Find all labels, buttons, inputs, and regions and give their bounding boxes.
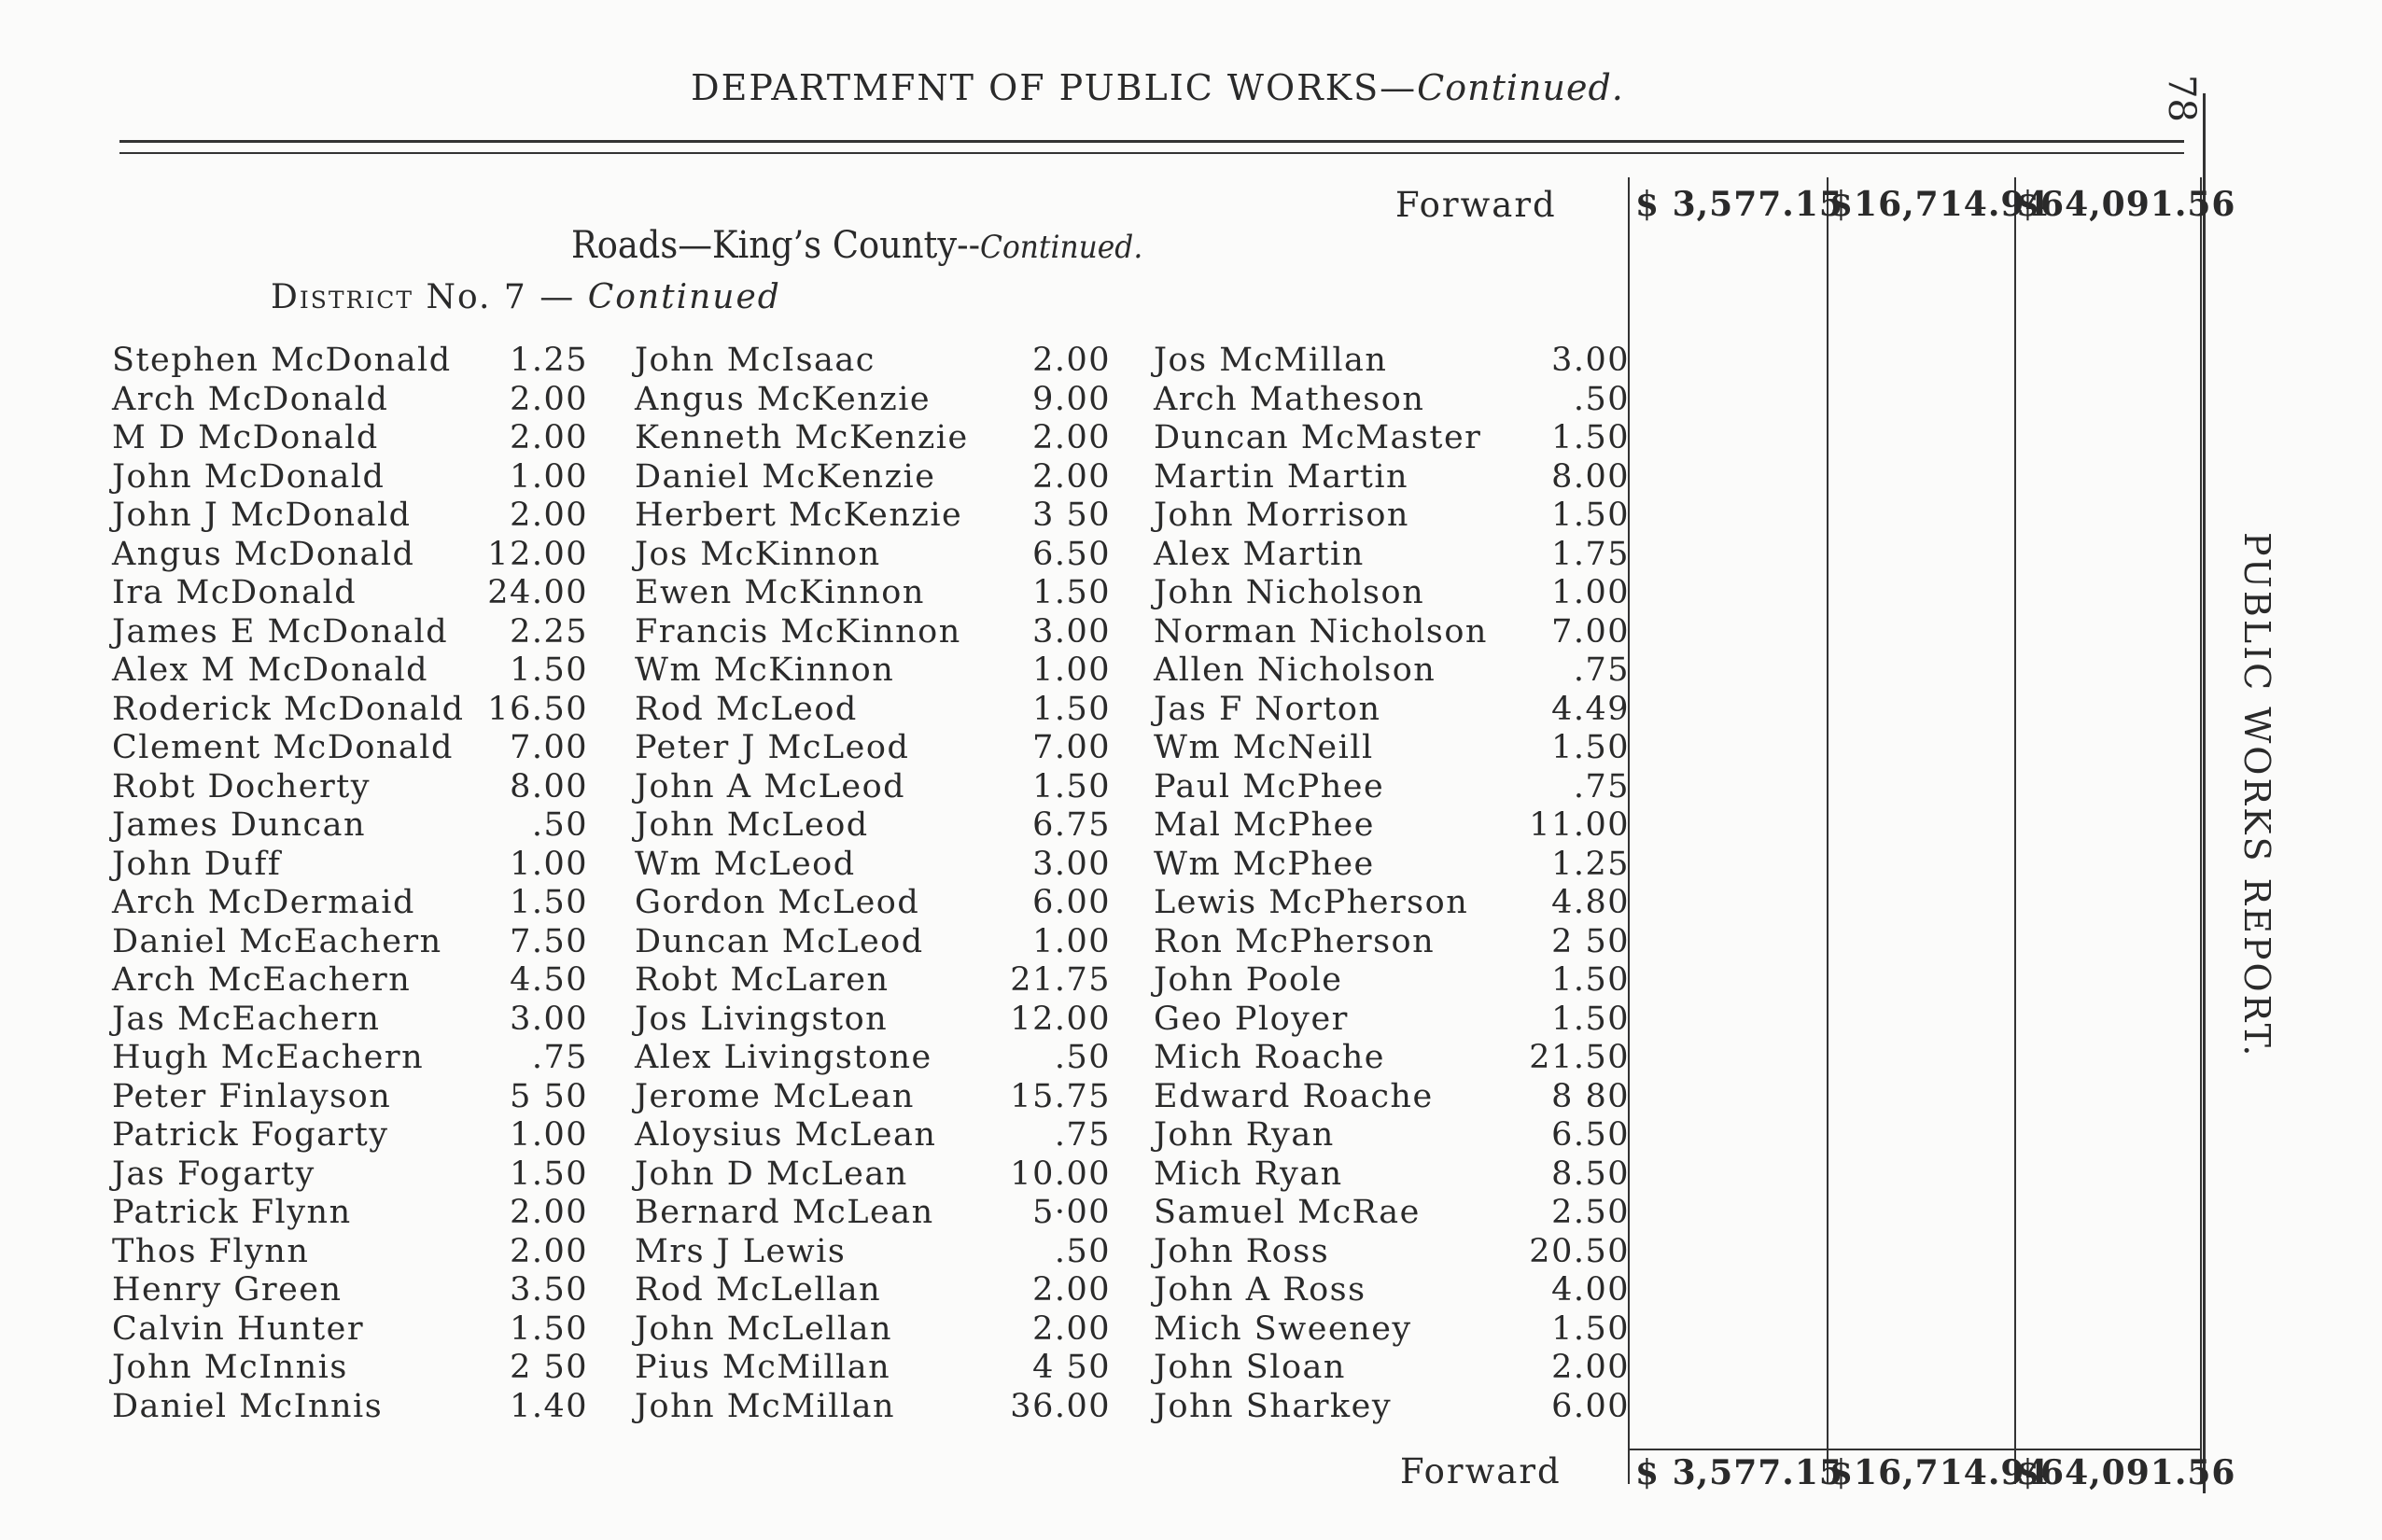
entry-name: Paul McPhee [1154, 767, 1385, 805]
page-number: 78 [2160, 75, 2203, 122]
entry-amount: 16.50 [487, 690, 588, 728]
forward-bottom-amount-3: $64,091.56 [2016, 1453, 2236, 1492]
entry-name: Alex M McDonald [112, 651, 429, 689]
entry-name: John McMillan [635, 1387, 896, 1425]
entry-row [1154, 651, 1630, 690]
entry-row [1154, 1233, 1630, 1271]
entry-name: John Sharkey [1154, 1387, 1393, 1425]
entry-amount: 7.00 [1032, 729, 1111, 766]
entry-amount: 12.00 [1010, 1000, 1111, 1038]
entry-row [1154, 536, 1630, 574]
entry-name: Duncan McMaster [1154, 419, 1482, 456]
entry-row [635, 1155, 1111, 1194]
entry-name: John Nicholson [1154, 574, 1425, 611]
running-head: DEPARTMFNT OF PUBLIC WORKS—Continued. [691, 67, 1624, 108]
entry-row [112, 1116, 588, 1155]
entry-amount: 2.00 [510, 1232, 588, 1270]
side-title: PUBLIC WORKS REPORT. [2236, 532, 2277, 1059]
entry-row [1154, 381, 1630, 419]
entry-name: Hugh McEachern [112, 1039, 425, 1076]
forward-top-label: Forward [1395, 185, 1557, 225]
entry-row [635, 846, 1111, 884]
entry-row [1154, 846, 1630, 884]
entry-row [1154, 342, 1630, 380]
entry-name: Wm McPhee [1154, 845, 1375, 883]
entry-row [635, 1039, 1111, 1077]
entry-name: John J McDonald [112, 497, 412, 534]
entry-row [635, 1271, 1111, 1309]
entry-amount: 8 80 [1551, 1077, 1630, 1115]
section-continued: Continued. [980, 229, 1143, 266]
entry-name: Jos McKinnon [635, 535, 881, 573]
forward-top-amount-2: $16,714.94 [1829, 185, 2050, 224]
entry-name: Pius McMillan [635, 1349, 891, 1386]
district-number: No. 7 [426, 278, 527, 316]
entry-amount: .50 [531, 806, 588, 844]
entry-name: Arch Matheson [1154, 380, 1425, 418]
entry-row [635, 497, 1111, 535]
entry-row [112, 961, 588, 1000]
entry-row [635, 458, 1111, 497]
entry-name: Patrick Flynn [112, 1194, 352, 1231]
entry-name: Allen Nicholson [1154, 651, 1436, 689]
money-column-rule-3 [2014, 177, 2016, 1484]
entry-name: Wm McLeod [635, 845, 856, 883]
entry-row [635, 342, 1111, 380]
entry-name: Clement McDonald [112, 729, 454, 766]
entry-amount: 7.00 [1551, 612, 1630, 651]
entry-row [635, 806, 1111, 845]
entry-amount: 1.00 [1032, 922, 1111, 960]
entry-row [1154, 1310, 1630, 1349]
running-head-continued: Continued. [1417, 67, 1624, 108]
entry-amount: 20.50 [1529, 1232, 1630, 1270]
entry-row [635, 1194, 1111, 1232]
entry-row [112, 806, 588, 845]
entry-row [112, 768, 588, 806]
forward-top-amount-1: $ 3,577.15 [1635, 185, 1843, 224]
entry-amount: 3.00 [1551, 342, 1630, 379]
entry-name: Rod McLellan [635, 1271, 882, 1309]
entry-amount: .75 [1054, 1116, 1111, 1154]
entry-name: John A Ross [1154, 1271, 1366, 1309]
entry-name: Jas F Norton [1154, 690, 1381, 728]
district-dash: — [526, 278, 588, 316]
entry-row [635, 1116, 1111, 1155]
entry-amount: 1.50 [1032, 574, 1111, 611]
entry-name: Edward Roache [1154, 1077, 1434, 1115]
entry-amount: 5·00 [1032, 1194, 1111, 1231]
entry-name: John Poole [1154, 961, 1343, 999]
entry-row [1154, 613, 1630, 651]
entry-row [635, 1388, 1111, 1426]
entry-name: Herbert McKenzie [635, 497, 963, 534]
entry-name: John Sloan [1154, 1349, 1346, 1386]
entry-row [112, 1039, 588, 1077]
entry-row [112, 1349, 588, 1387]
district-heading [271, 278, 781, 316]
entry-amount: 3.00 [510, 1000, 588, 1038]
entry-amount: 2.00 [1032, 457, 1111, 496]
entry-amount: 1.75 [1551, 535, 1630, 573]
entry-row [112, 1388, 588, 1426]
entry-name: Angus McDonald [112, 535, 415, 573]
entry-row [635, 536, 1111, 574]
entry-amount: 1.25 [510, 342, 588, 379]
entry-name: John McInnis [112, 1349, 348, 1386]
entry-name: Arch McEachern [112, 961, 412, 999]
section-title: Roads—King’s County-- [571, 224, 981, 267]
entry-row [112, 729, 588, 767]
entry-row [112, 613, 588, 651]
entry-amount: 2.00 [1032, 1271, 1111, 1309]
entry-name: Mrs J Lewis [635, 1232, 847, 1270]
entry-row [1154, 729, 1630, 767]
entry-name: Peter J McLeod [635, 729, 910, 766]
entry-amount: 1.00 [1032, 651, 1111, 689]
entry-name: M D McDonald [112, 419, 379, 456]
entry-amount: 1.50 [510, 1155, 588, 1193]
entry-amount: 4.50 [510, 961, 588, 999]
entry-amount: 6.50 [1032, 535, 1111, 573]
entry-row [1154, 961, 1630, 1000]
entry-amount: 2.00 [510, 419, 588, 456]
entry-name: Daniel McInnis [112, 1387, 384, 1425]
entry-name: Angus McKenzie [635, 380, 932, 418]
entry-row [1154, 768, 1630, 806]
entry-amount: 1.50 [510, 1309, 588, 1348]
entry-row [112, 419, 588, 457]
entry-name: Wm McKinnon [635, 651, 895, 689]
entry-name: John Duff [112, 845, 282, 883]
entry-row [112, 497, 588, 535]
entry-name: John Ryan [1154, 1116, 1335, 1154]
entry-name: Norman Nicholson [1154, 612, 1488, 651]
entry-row [1154, 1001, 1630, 1039]
entry-amount: 4.80 [1551, 884, 1630, 921]
entry-row [1154, 806, 1630, 845]
entry-row [1154, 1039, 1630, 1077]
entry-row [635, 1001, 1111, 1039]
entry-row [1154, 1116, 1630, 1155]
entry-name: Mich Ryan [1154, 1155, 1343, 1193]
entry-amount: 12.00 [487, 535, 588, 573]
entry-row [1154, 691, 1630, 729]
forward-bottom-amount-1: $ 3,577.15 [1635, 1453, 1843, 1492]
entry-amount: 3.50 [510, 1271, 588, 1309]
entry-name: Wm McNeill [1154, 729, 1374, 766]
entry-name: James E McDonald [112, 612, 449, 651]
entry-row [1154, 923, 1630, 961]
entry-row [635, 574, 1111, 612]
entry-amount: 10.00 [1010, 1155, 1111, 1193]
forward-total-rule [1628, 1449, 2201, 1450]
entry-amount: 3.00 [1032, 612, 1111, 651]
entry-name: Stephen McDonald [112, 342, 452, 379]
entry-amount: .50 [1054, 1039, 1111, 1076]
entry-name: Francis McKinnon [635, 612, 961, 651]
entry-name: Daniel McEachern [112, 922, 442, 960]
entry-name: Ewen McKinnon [635, 574, 925, 611]
entry-name: John Ross [1154, 1232, 1330, 1270]
money-column-rule-4 [2200, 177, 2202, 1484]
entry-amount: 1.00 [1551, 574, 1630, 611]
entry-name: Robt Docherty [112, 767, 371, 805]
entry-name: Arch McDermaid [112, 884, 415, 921]
entry-row [112, 846, 588, 884]
entry-name: Jerome McLean [635, 1077, 915, 1115]
entry-name: Arch McDonald [112, 380, 389, 418]
entry-amount: 6.00 [1551, 1387, 1630, 1425]
entry-name: Mal McPhee [1154, 806, 1375, 844]
entry-amount: 21.50 [1529, 1039, 1630, 1076]
entry-amount: 2.00 [1032, 342, 1111, 379]
entry-amount: 6.00 [1032, 884, 1111, 921]
entry-amount: .75 [531, 1039, 588, 1076]
entry-name: Lewis McPherson [1154, 884, 1469, 921]
entry-amount: 2.00 [1032, 419, 1111, 456]
entry-amount: .75 [1573, 767, 1630, 805]
entry-name: John A McLeod [635, 767, 906, 805]
header-rule-top [119, 140, 2184, 143]
entry-row [635, 419, 1111, 457]
entry-amount: .50 [1573, 380, 1630, 418]
entry-row [112, 458, 588, 497]
entry-amount: 2.00 [1551, 1349, 1630, 1386]
entry-row [1154, 497, 1630, 535]
entry-amount: 6.50 [1551, 1116, 1630, 1154]
entry-row [635, 1078, 1111, 1116]
entry-amount: 1.40 [510, 1387, 588, 1425]
entry-amount: 4 50 [1032, 1349, 1111, 1386]
entry-name: Alex Livingstone [635, 1039, 932, 1076]
entry-name: Bernard McLean [635, 1194, 934, 1231]
entry-name: Calvin Hunter [112, 1309, 365, 1348]
entry-amount: 1.00 [510, 457, 588, 496]
entry-amount: 8.00 [1551, 457, 1630, 496]
entry-amount: 1.50 [1551, 419, 1630, 456]
entry-row [1154, 1155, 1630, 1194]
entry-row [112, 1001, 588, 1039]
entry-amount: 7.50 [510, 922, 588, 960]
entry-name: Duncan McLeod [635, 922, 924, 960]
entry-name: John Morrison [1154, 497, 1409, 534]
entry-amount: 1.50 [1551, 961, 1630, 999]
entry-name: Mich Sweeney [1154, 1309, 1412, 1348]
entry-amount: 1.00 [510, 1116, 588, 1154]
entry-amount: 1.50 [510, 884, 588, 921]
entry-amount: 1.50 [1032, 690, 1111, 728]
entry-name: Daniel McKenzie [635, 457, 936, 496]
entry-amount: 4.00 [1551, 1271, 1630, 1309]
entry-name: John D McLean [635, 1155, 908, 1193]
entry-row [112, 651, 588, 690]
money-column-rule-2 [1827, 177, 1829, 1484]
entry-name: James Duncan [112, 806, 367, 844]
entry-name: Martin Martin [1154, 457, 1409, 496]
entry-name: Henry Green [112, 1271, 343, 1309]
entry-row [1154, 419, 1630, 457]
entry-amount: 1.00 [510, 845, 588, 883]
entry-amount: 1.50 [1551, 1309, 1630, 1348]
entry-amount: 1.50 [1551, 497, 1630, 534]
entry-amount: 8.50 [1551, 1155, 1630, 1193]
entry-name: Rod McLeod [635, 690, 858, 728]
entry-row [1154, 1388, 1630, 1426]
entry-name: Roderick McDonald [112, 690, 465, 728]
entry-name: Geo Ployer [1154, 1000, 1349, 1038]
entry-name: John McLellan [635, 1309, 893, 1348]
entry-amount: 1.25 [1551, 845, 1630, 883]
entry-row [635, 884, 1111, 922]
entry-amount: 36.00 [1010, 1387, 1111, 1425]
section-heading [571, 224, 1142, 267]
entry-name: Robt McLaren [635, 961, 890, 999]
forward-top-amount-3: $64,091.56 [2016, 185, 2236, 224]
entry-amount: 1.50 [1551, 1000, 1630, 1038]
entry-row [112, 923, 588, 961]
entry-row [635, 381, 1111, 419]
entry-name: Kenneth McKenzie [635, 419, 969, 456]
entry-amount: 24.00 [487, 574, 588, 611]
entry-row [112, 536, 588, 574]
entry-amount: 1.50 [510, 651, 588, 689]
entry-name: John McIsaac [635, 342, 876, 379]
entry-row [112, 1078, 588, 1116]
entry-name: Gordon McLeod [635, 884, 920, 921]
entry-row [112, 884, 588, 922]
entry-row [635, 729, 1111, 767]
entry-amount: 1.50 [1551, 729, 1630, 766]
entry-name: Mich Roache [1154, 1039, 1385, 1076]
entry-row [635, 961, 1111, 1000]
district-continued: Continued [587, 278, 781, 316]
entry-amount: 2 50 [510, 1349, 588, 1386]
entry-row [1154, 1271, 1630, 1309]
entry-name: Jas McEachern [112, 1000, 381, 1038]
entry-name: Jas Fogarty [112, 1155, 315, 1193]
entry-name: Jos Livingston [635, 1000, 889, 1038]
entry-row [635, 923, 1111, 961]
entry-amount: 2.25 [510, 612, 588, 651]
running-head-title: DEPARTMFNT OF PUBLIC WORKS [691, 67, 1380, 108]
entry-row [1154, 1349, 1630, 1387]
entry-name: Thos Flynn [112, 1232, 310, 1270]
entry-row [1154, 1078, 1630, 1116]
entry-amount: .50 [1054, 1232, 1111, 1270]
entry-row [112, 381, 588, 419]
forward-bottom-amount-2: $16,714.94 [1829, 1453, 2050, 1492]
entry-amount: 5 50 [510, 1077, 588, 1115]
entry-amount: 21.75 [1010, 961, 1111, 999]
entry-amount: 15.75 [1010, 1077, 1111, 1115]
entry-name: Ron McPherson [1154, 922, 1436, 960]
entry-amount: 2 50 [1551, 922, 1630, 960]
entry-amount: 2.00 [510, 497, 588, 534]
entry-row [635, 651, 1111, 690]
entry-row [635, 1349, 1111, 1387]
entry-amount: 8.00 [510, 767, 588, 805]
entry-amount: 6.75 [1032, 806, 1111, 844]
entry-amount: 1.50 [1032, 767, 1111, 805]
entry-amount: 4.49 [1551, 690, 1630, 728]
entry-row [1154, 884, 1630, 922]
entry-amount: 2.00 [1032, 1309, 1111, 1348]
entry-row [1154, 1194, 1630, 1232]
entry-amount: .75 [1573, 651, 1630, 689]
district-label: District [271, 278, 414, 316]
entry-name: John McDonald [112, 457, 385, 496]
entry-name: Alex Martin [1154, 535, 1365, 573]
forward-bottom-label: Forward [1400, 1451, 1562, 1491]
entry-name: John McLeod [635, 806, 869, 844]
entry-row [1154, 574, 1630, 612]
entry-row [112, 574, 588, 612]
margin-rule [2203, 93, 2206, 1493]
entry-name: Peter Finlayson [112, 1077, 392, 1115]
entry-row [635, 691, 1111, 729]
entry-amount: 2.50 [1551, 1194, 1630, 1231]
entry-row [1154, 458, 1630, 497]
entry-row [635, 768, 1111, 806]
entry-amount: 2.00 [510, 1194, 588, 1231]
entry-amount: 7.00 [510, 729, 588, 766]
entry-name: Samuel McRae [1154, 1194, 1421, 1231]
entry-amount: 3 50 [1032, 497, 1111, 534]
entry-row [112, 1271, 588, 1309]
entry-row [112, 342, 588, 380]
entry-name: Patrick Fogarty [112, 1116, 389, 1154]
entry-row [112, 1233, 588, 1271]
entry-amount: 2.00 [510, 380, 588, 418]
entry-name: Aloysius McLean [635, 1116, 937, 1154]
entry-amount: 3.00 [1032, 845, 1111, 883]
header-rule-bottom [119, 152, 2184, 154]
entry-row [112, 1155, 588, 1194]
entry-row [112, 1194, 588, 1232]
entry-name: Jos McMillan [1154, 342, 1388, 379]
entry-amount: 9.00 [1032, 380, 1111, 418]
entry-row [635, 1233, 1111, 1271]
entry-row [635, 613, 1111, 651]
entry-amount: 11.00 [1529, 806, 1630, 844]
entry-name: Ira McDonald [112, 574, 357, 611]
entry-row [112, 1310, 588, 1349]
entry-row [112, 691, 588, 729]
entry-row [635, 1310, 1111, 1349]
